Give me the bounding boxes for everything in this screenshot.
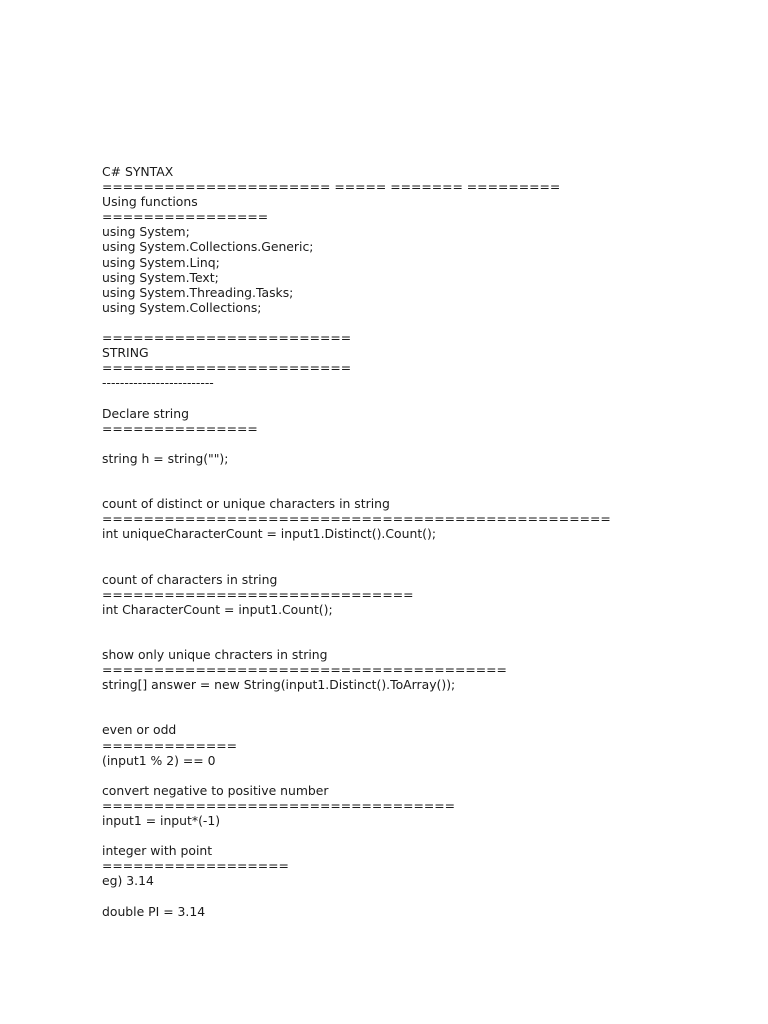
underline-separator: =================================================	[102, 511, 611, 527]
blank-line	[102, 768, 722, 783]
text-line: using System.Text;	[102, 269, 219, 285]
text-line: Declare string	[102, 405, 189, 421]
blank-line	[102, 617, 722, 632]
text-line: count of characters in string	[102, 571, 278, 587]
underline-separator: ====================== ===== ======= =========	[102, 179, 561, 195]
text-line: show only unique chracters in string	[102, 647, 328, 662]
underline-separator: ========================	[102, 360, 352, 376]
text-line: using System;	[102, 224, 190, 240]
text-line: Using functions	[102, 194, 198, 210]
text-line: STRING	[102, 345, 149, 361]
text-line: integer with point	[102, 843, 213, 859]
blank-line	[102, 692, 722, 707]
text-line: using System.Collections;	[102, 299, 262, 315]
blank-line	[102, 481, 722, 496]
underline-separator: ===============	[102, 420, 258, 436]
underline-separator: =======================================	[102, 662, 507, 678]
blank-line	[102, 390, 722, 405]
underline-separator: =============	[102, 737, 237, 753]
underline-separator: ==============================	[102, 586, 414, 602]
text-line: string[] answer = new String(input1.Distinct().ToArray());	[102, 677, 456, 693]
underline-separator: ================	[102, 209, 269, 225]
text-line: eg) 3.14	[102, 873, 154, 889]
blank-line	[102, 466, 722, 481]
underline-separator: ==================	[102, 858, 289, 874]
text-line: int CharacterCount = input1.Count();	[102, 601, 333, 617]
text-line: even or odd	[102, 722, 177, 738]
text-line: using System.Collections.Generic;	[102, 239, 314, 255]
blank-line	[102, 436, 722, 451]
blank-line	[102, 632, 722, 647]
text-line: using System.Threading.Tasks;	[102, 284, 294, 300]
text-line: string h = string("");	[102, 450, 229, 466]
blank-line	[102, 556, 722, 571]
underline-separator: ==================================	[102, 797, 455, 813]
document-text	[102, 164, 722, 919]
text-line: input1 = input*(-1)	[102, 813, 221, 829]
blank-line	[102, 889, 722, 904]
text-line: C# SYNTAX	[102, 164, 174, 179]
underline-separator: ========================	[102, 330, 352, 346]
text-line: count of distinct or unique characters in string	[102, 496, 390, 512]
blank-line	[102, 315, 722, 330]
text-line: using System.Linq;	[102, 254, 220, 270]
text-line: convert negative to positive number	[102, 782, 329, 798]
text-line: int uniqueCharacterCount = input1.Distinct().Count();	[102, 526, 437, 542]
dashed-separator: -------------------------	[102, 375, 214, 391]
blank-line	[102, 541, 722, 556]
blank-line	[102, 707, 722, 722]
text-line: (input1 % 2) == 0	[102, 752, 216, 768]
text-line: double PI = 3.14	[102, 903, 206, 919]
blank-line	[102, 828, 722, 843]
